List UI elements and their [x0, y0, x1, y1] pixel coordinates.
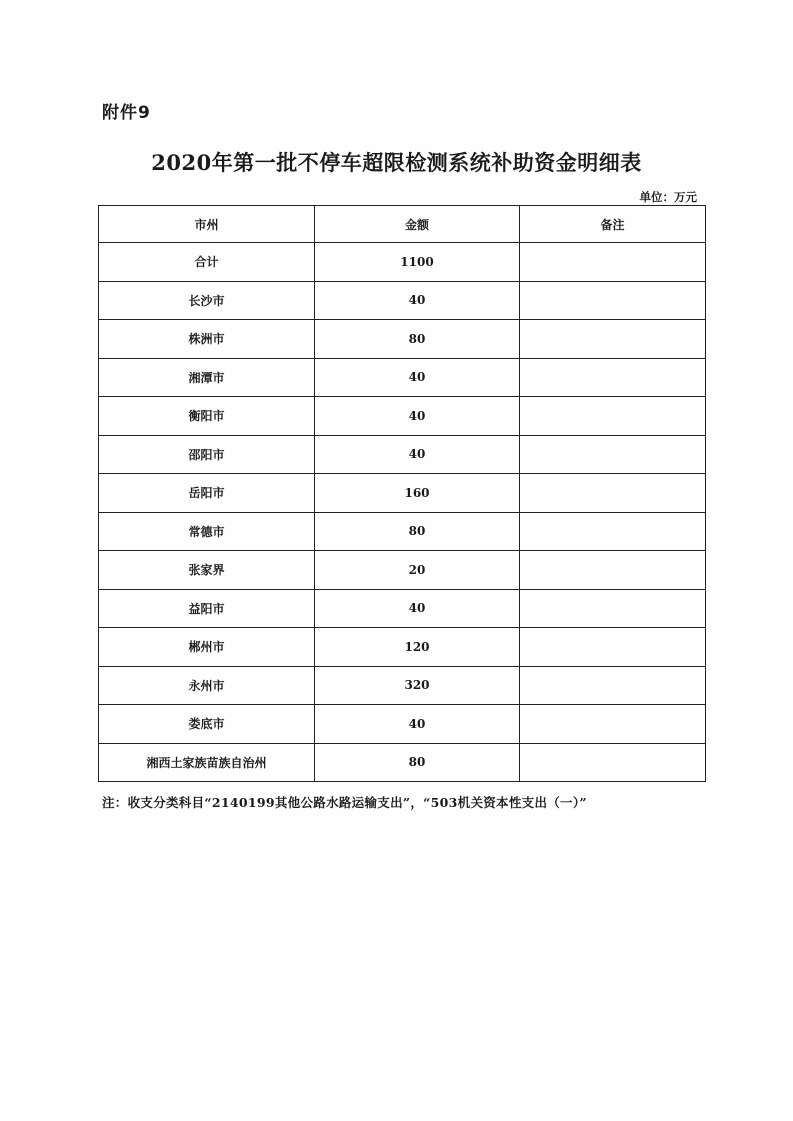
amount-cell: 40 [315, 705, 520, 744]
city-cell: 湘西土家族苗族自治州 [99, 743, 315, 782]
table-row [99, 705, 706, 744]
remark-cell [520, 551, 706, 590]
city-cell: 岳阳市 [99, 474, 315, 513]
remark-cell [520, 397, 706, 436]
subsidy-detail-table [98, 205, 706, 782]
remark-cell [520, 358, 706, 397]
column-header-city: 市州 [99, 206, 315, 243]
amount-cell: 120 [315, 628, 520, 667]
city-cell: 邵阳市 [99, 435, 315, 474]
remark-cell [520, 474, 706, 513]
amount-cell: 160 [315, 474, 520, 513]
amount-cell: 80 [315, 743, 520, 782]
city-cell: 合计 [99, 243, 315, 282]
amount-cell: 40 [315, 589, 520, 628]
city-cell: 娄底市 [99, 705, 315, 744]
city-cell: 郴州市 [99, 628, 315, 667]
table-row [99, 243, 706, 282]
table-row [99, 512, 706, 551]
table-row [99, 743, 706, 782]
table-row [99, 474, 706, 513]
remark-cell [520, 628, 706, 667]
remark-cell [520, 743, 706, 782]
table-row [99, 281, 706, 320]
city-cell: 永州市 [99, 666, 315, 705]
amount-cell: 20 [315, 551, 520, 590]
remark-cell [520, 320, 706, 359]
remark-cell [520, 589, 706, 628]
table-row [99, 551, 706, 590]
table-row [99, 358, 706, 397]
remark-cell [520, 435, 706, 474]
amount-cell: 80 [315, 512, 520, 551]
remark-cell [520, 243, 706, 282]
amount-cell: 320 [315, 666, 520, 705]
city-cell: 益阳市 [99, 589, 315, 628]
table-row [99, 628, 706, 667]
city-cell: 株洲市 [99, 320, 315, 359]
city-cell: 湘潭市 [99, 358, 315, 397]
column-header-remark: 备注 [520, 206, 706, 243]
city-cell: 衡阳市 [99, 397, 315, 436]
amount-cell: 80 [315, 320, 520, 359]
amount-cell: 40 [315, 358, 520, 397]
remark-cell [520, 666, 706, 705]
amount-cell: 40 [315, 397, 520, 436]
attachment-label: 附件9 [102, 103, 151, 123]
remark-cell [520, 512, 706, 551]
amount-cell: 40 [315, 435, 520, 474]
remark-cell [520, 705, 706, 744]
document-title: 2020年第一批不停车超限检测系统补助资金明细表 [151, 150, 642, 175]
city-cell: 常德市 [99, 512, 315, 551]
column-header-amount: 金额 [315, 206, 520, 243]
table-header-row [99, 206, 706, 243]
table-row [99, 589, 706, 628]
city-cell: 张家界 [99, 551, 315, 590]
table-row [99, 666, 706, 705]
amount-cell: 1100 [315, 243, 520, 282]
city-cell: 长沙市 [99, 281, 315, 320]
classification-note: 注：收支分类科目“2140199其他公路水路运输支出”，“503机关资本性支出（一）” [102, 795, 587, 810]
table-row [99, 397, 706, 436]
unit-label: 单位：万元 [639, 190, 697, 204]
amount-cell: 40 [315, 281, 520, 320]
table-row [99, 435, 706, 474]
table-row [99, 320, 706, 359]
remark-cell [520, 281, 706, 320]
